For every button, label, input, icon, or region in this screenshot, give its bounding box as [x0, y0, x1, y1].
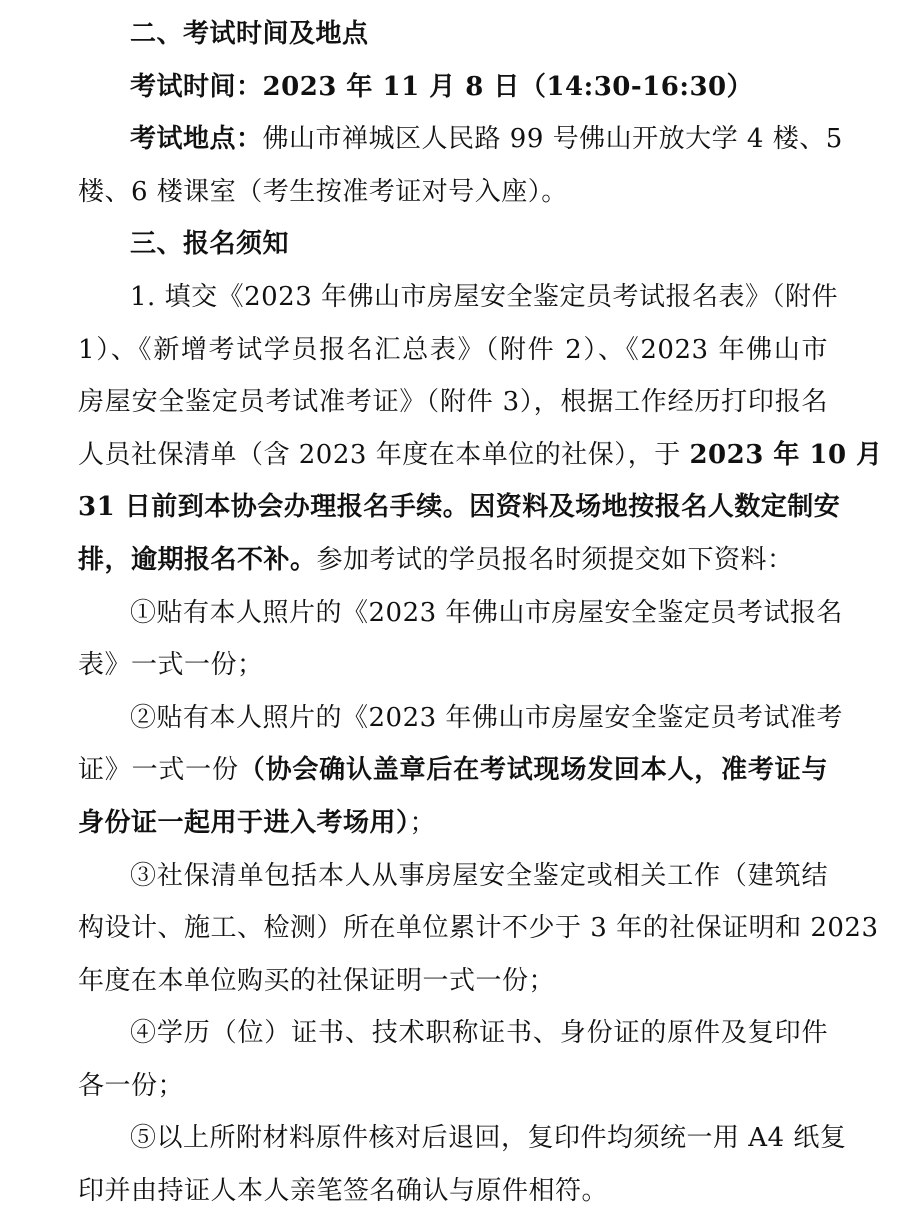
item1-line-5: 31 日前到本协会办理报名手续。因资料及场地按报名人数定制安 [78, 492, 841, 523]
sub2-line-3 [78, 797, 828, 850]
item1-line-2: 1）、《新增考试学员报名汇总表》（附件 2）、《2023 年佛山市 [78, 334, 828, 365]
sub4-line-2: 各一份； [78, 1070, 185, 1101]
sub3-line-3: 年度在本单位购买的社保证明一式一份； [78, 965, 556, 996]
item1-line-4 [78, 429, 883, 482]
sub3-line-1: ③社保清单包括本人从事房屋安全鉴定或相关工作（建筑结 [130, 860, 828, 891]
sub5-line-2: 印并由持证人本人亲笔签名确认与原件相符。 [78, 1176, 609, 1207]
sub2-line-3-bold: 身份证一起用于进入考场用） [78, 807, 410, 838]
sub4-line-1: ④学历（位）证书、技术职称证书、身份证的原件及复印件 [130, 1018, 828, 1049]
item1-line-1: 1. 填交《2023 年佛山市房屋安全鉴定员考试报名表》（附件 [130, 281, 839, 312]
sub2-line-2-text: 证》一式一份 [78, 755, 239, 786]
sub1-line-1: ①贴有本人照片的《2023 年佛山市房屋安全鉴定员考试报名 [130, 597, 843, 628]
item1-materials-intro: 参加考试的学员报名时须提交如下资料： [316, 544, 794, 575]
sub2-line-2 [78, 744, 828, 797]
item1-deadline-date: 2023 年 10 月 [689, 439, 883, 470]
exam-place-value-1: 佛山市禅城区人民路 99 号佛山开放大学 4 楼、5 [262, 124, 843, 155]
section2-heading: 二、考试时间及地点 [130, 19, 369, 49]
sub2-line-2-bold: （协会确认盖章后在考试现场发回本人，准考证与 [238, 755, 828, 786]
sub2-line-3-text: ； [409, 807, 437, 838]
item1-line-4-text: 人员社保清单（含 2023 年度在本单位的社保），于 [78, 439, 690, 470]
item1-line-3: 房屋安全鉴定员考试准考证》（附件 3），根据工作经历打印报名 [78, 387, 828, 418]
sub2-line-1: ②贴有本人照片的《2023 年佛山市房屋安全鉴定员考试准考 [130, 702, 843, 733]
sub1-line-2: 表》一式一份； [78, 650, 264, 681]
item1-line-6 [78, 534, 828, 587]
exam-place-line-1 [78, 113, 843, 166]
item1-no-late-notice: 排，逾期报名不补。 [78, 544, 317, 575]
exam-time-value: 2023 年 11 月 8 日（14:30-16:30） [262, 71, 754, 102]
exam-time-label: 考试时间： [130, 71, 263, 102]
exam-place-line-2: 楼、6 楼课室（考生按准考证对号入座）。 [78, 176, 568, 207]
exam-time-line [78, 61, 828, 114]
sub5-line-1: ⑤以上所附材料原件核对后退回，复印件均须统一用 A4 纸复 [130, 1123, 847, 1154]
exam-place-label: 考试地点： [130, 124, 263, 155]
sub3-line-2: 构设计、施工、检测）所在单位累计不少于 3 年的社保证明和 2023 [78, 913, 879, 944]
section3-heading: 三、报名须知 [130, 229, 290, 260]
